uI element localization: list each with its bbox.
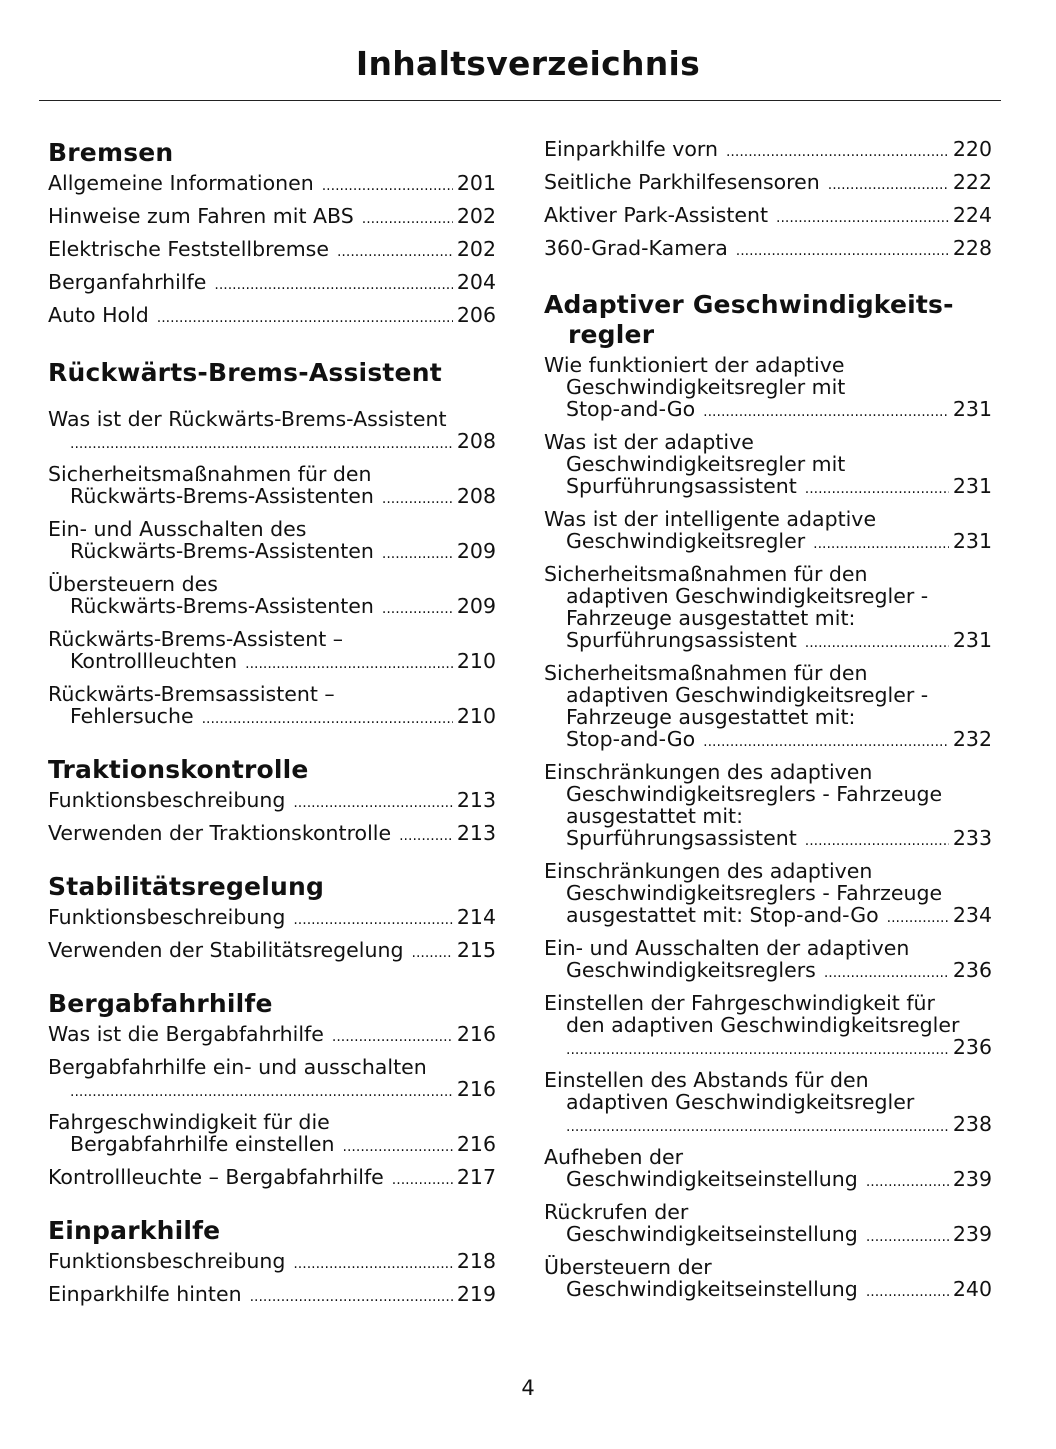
leader-dots bbox=[293, 792, 453, 814]
toc-page-number: 219 bbox=[456, 1282, 496, 1306]
toc-entry-text: Was ist der intelligente adaptive bbox=[544, 507, 877, 531]
page-title: Inhaltsverzeichnis bbox=[355, 44, 701, 83]
toc-page-number: 201 bbox=[456, 171, 496, 195]
toc-entry-last-line bbox=[544, 1036, 992, 1061]
leader-dots bbox=[214, 274, 452, 296]
toc-entry-text: Übersteuern des bbox=[48, 572, 218, 596]
toc-entry-text: Was ist der adaptive bbox=[544, 430, 754, 454]
toc-entry-text: Kontrollleuchte – Bergabfahrhilfe bbox=[48, 1165, 384, 1189]
toc-entry-last-line bbox=[544, 959, 992, 984]
toc-entry[interactable] bbox=[48, 408, 496, 455]
toc-entry-text: Geschwindigkeitseinstellung bbox=[566, 1222, 858, 1246]
toc-entry-last-line bbox=[48, 430, 496, 455]
toc-page-number: 204 bbox=[456, 270, 496, 294]
toc-entry[interactable] bbox=[48, 1023, 496, 1048]
toc-entry-last-line bbox=[544, 629, 992, 654]
toc-entry-last-line bbox=[544, 1223, 992, 1248]
toc-entry-text: ausgestattet mit: bbox=[566, 804, 743, 828]
toc-entry-text: Übersteuern der bbox=[544, 1255, 712, 1279]
section-heading bbox=[48, 989, 496, 1019]
toc-entry-last-line bbox=[544, 530, 992, 555]
toc-page-number: 239 bbox=[952, 1222, 992, 1246]
toc-entry[interactable] bbox=[48, 518, 496, 565]
toc-entry-text: Rückwärts-Brems-Assistenten bbox=[70, 594, 374, 618]
leader-dots bbox=[70, 433, 453, 455]
toc-entry-last-line bbox=[48, 1133, 496, 1158]
toc-entry[interactable] bbox=[544, 1256, 992, 1303]
toc-entry[interactable] bbox=[48, 238, 496, 263]
leader-dots bbox=[157, 307, 453, 329]
toc-entry-text: Geschwindigkeitsregler mit bbox=[566, 452, 846, 476]
toc-page-number: 213 bbox=[456, 788, 496, 812]
toc-entry[interactable] bbox=[48, 1283, 496, 1308]
toc-entry-last-line bbox=[48, 595, 496, 620]
toc-entry-text: Fahrgeschwindigkeit für die bbox=[48, 1110, 330, 1134]
toc-entry-last-line bbox=[48, 1166, 496, 1191]
toc-page-number: 234 bbox=[952, 903, 992, 927]
toc-entry-text: adaptiven Geschwindigkeitsregler - bbox=[566, 584, 929, 608]
toc-entry-text: Bergabfahrhilfe einstellen bbox=[70, 1132, 335, 1156]
toc-entry-last-line bbox=[48, 172, 496, 197]
toc-page-number: 222 bbox=[952, 170, 992, 194]
toc-page-number: 208 bbox=[456, 484, 496, 508]
toc-entry-text: Spurführungsassistent bbox=[566, 826, 797, 850]
toc-page-number: 228 bbox=[952, 236, 992, 260]
toc-entry-text: Geschwindigkeitsreglers - Fahrzeuge bbox=[566, 782, 943, 806]
toc-entry-last-line bbox=[544, 827, 992, 852]
leader-dots bbox=[805, 830, 949, 852]
toc-page-number: 232 bbox=[952, 727, 992, 751]
toc-entry-text: Geschwindigkeitseinstellung bbox=[566, 1167, 858, 1191]
toc-section bbox=[48, 138, 496, 329]
section-heading-line: Rückwärts-Brems-Assistent bbox=[48, 358, 442, 387]
toc-entry[interactable] bbox=[544, 563, 992, 654]
toc-entry-text: Fahrzeuge ausgestattet mit: bbox=[566, 606, 856, 630]
leader-dots bbox=[824, 962, 949, 984]
toc-entry-text: Aufheben der bbox=[544, 1145, 684, 1169]
toc-entry-text: Sicherheitsmaßnahmen für den bbox=[544, 562, 868, 586]
toc-entry[interactable] bbox=[544, 1069, 992, 1138]
section-heading bbox=[48, 755, 496, 785]
toc-entry[interactable] bbox=[48, 789, 496, 814]
section-heading bbox=[48, 1216, 496, 1246]
toc-entry[interactable] bbox=[48, 271, 496, 296]
title-divider bbox=[39, 100, 1001, 101]
toc-entry[interactable] bbox=[544, 937, 992, 984]
toc-page-number: 236 bbox=[952, 958, 992, 982]
toc-page-number: 239 bbox=[952, 1167, 992, 1191]
toc-section bbox=[48, 989, 496, 1191]
toc-entry-text: 360-Grad-Kamera bbox=[544, 236, 728, 260]
toc-entry-last-line bbox=[48, 1078, 496, 1103]
toc-section bbox=[48, 1216, 496, 1308]
toc-page-number: 216 bbox=[456, 1077, 496, 1101]
toc-entry-text: Hinweise zum Fahren mit ABS bbox=[48, 204, 354, 228]
toc-entry-text: Stop-and-Go bbox=[566, 727, 696, 751]
toc-entry-text: Bergabfahrhilfe ein- und ausschalten bbox=[48, 1055, 427, 1079]
toc-page-number: 210 bbox=[456, 704, 496, 728]
toc-entry-text: Kontrollleuchten bbox=[70, 649, 238, 673]
toc-page-number: 217 bbox=[456, 1165, 496, 1189]
leader-dots bbox=[866, 1281, 949, 1303]
toc-entry-last-line bbox=[544, 1113, 992, 1138]
toc-entry-text: Verwenden der Stabilitätsregelung bbox=[48, 938, 404, 962]
toc-entry-text: Funktionsbeschreibung bbox=[48, 905, 286, 929]
toc-entry-last-line bbox=[48, 540, 496, 565]
toc-entry[interactable] bbox=[544, 237, 992, 262]
toc-entry-text: Rückrufen der bbox=[544, 1200, 689, 1224]
leader-dots bbox=[726, 141, 949, 163]
leader-dots bbox=[202, 708, 453, 730]
leader-dots bbox=[382, 598, 453, 620]
toc-entry-text: Einstellen der Fahrgeschwindigkeit für bbox=[544, 991, 935, 1015]
toc-entry-text: Geschwindigkeitsreglers bbox=[566, 958, 816, 982]
leader-dots bbox=[362, 208, 453, 230]
toc-entry-text: Geschwindigkeitseinstellung bbox=[566, 1277, 858, 1301]
section-heading-line: regler bbox=[568, 320, 655, 349]
toc-entry-text: Rückwärts-Brems-Assistent – bbox=[48, 627, 344, 651]
toc-section bbox=[48, 755, 496, 847]
toc-entry-text: Elektrische Feststellbremse bbox=[48, 237, 329, 261]
toc-page-number: 224 bbox=[952, 203, 992, 227]
toc-entry-last-line bbox=[48, 205, 496, 230]
section-heading bbox=[48, 872, 496, 902]
toc-entry-last-line bbox=[48, 1023, 496, 1048]
toc-entry[interactable] bbox=[48, 1056, 496, 1103]
toc-entry-last-line bbox=[48, 650, 496, 675]
leader-dots bbox=[343, 1136, 453, 1158]
toc-page-number: 231 bbox=[952, 397, 992, 421]
toc-entry[interactable] bbox=[48, 172, 496, 197]
toc-entry-text: Spurführungsassistent bbox=[566, 474, 797, 498]
toc-entry-text: Fehlersuche bbox=[70, 704, 194, 728]
toc-entry[interactable] bbox=[48, 205, 496, 230]
toc-entry[interactable] bbox=[544, 1146, 992, 1193]
toc-page-number: 216 bbox=[456, 1132, 496, 1156]
toc-entry-text: Einstellen des Abstands für den bbox=[544, 1068, 869, 1092]
toc-entry-text: Rückwärts-Bremsassistent – bbox=[48, 682, 335, 706]
toc-page-number: 231 bbox=[952, 474, 992, 498]
toc-section bbox=[48, 872, 496, 964]
leader-dots bbox=[399, 825, 453, 847]
toc-entry-text: Fahrzeuge ausgestattet mit: bbox=[566, 705, 856, 729]
toc-entry[interactable] bbox=[48, 906, 496, 931]
leader-dots bbox=[250, 1286, 453, 1308]
toc-entry-last-line bbox=[544, 171, 992, 196]
toc-entry-last-line bbox=[48, 705, 496, 730]
toc-entry-text: Funktionsbeschreibung bbox=[48, 788, 286, 812]
toc-page-number: 218 bbox=[456, 1249, 496, 1273]
toc-entry-text: den adaptiven Geschwindigkeitsregler bbox=[566, 1013, 960, 1037]
toc-entry[interactable] bbox=[544, 860, 992, 929]
toc-entry-text: ausgestattet mit: Stop-and-Go bbox=[566, 903, 879, 927]
toc-entry[interactable] bbox=[48, 1166, 496, 1191]
toc-section bbox=[544, 138, 992, 262]
toc-right-column bbox=[544, 138, 992, 1303]
toc-entry-text: Was ist der Rückwärts-Brems-Assistent bbox=[48, 407, 447, 431]
toc-entry-last-line bbox=[544, 204, 992, 229]
leader-dots bbox=[566, 1116, 949, 1138]
section-heading-line: Adaptiver Geschwindigkeits- bbox=[544, 290, 954, 319]
toc-entry-text: Auto Hold bbox=[48, 303, 149, 327]
toc-entry[interactable] bbox=[544, 171, 992, 196]
toc-page-number: 209 bbox=[456, 539, 496, 563]
leader-dots bbox=[703, 401, 949, 423]
toc-page-number: 206 bbox=[456, 303, 496, 327]
toc-entry-text: Ein- und Ausschalten des bbox=[48, 517, 307, 541]
toc-entry-text: Einschränkungen des adaptiven bbox=[544, 760, 873, 784]
toc-entry-text: Aktiver Park-Assistent bbox=[544, 203, 769, 227]
toc-entry[interactable] bbox=[544, 354, 992, 423]
toc-entry[interactable] bbox=[544, 204, 992, 229]
toc-page-number: 213 bbox=[456, 821, 496, 845]
leader-dots bbox=[828, 174, 949, 196]
toc-entry[interactable] bbox=[544, 1201, 992, 1248]
toc-entry-last-line bbox=[48, 271, 496, 296]
section-heading-line: Stabilitätsregelung bbox=[48, 872, 325, 901]
leader-dots bbox=[736, 240, 949, 262]
toc-entry[interactable] bbox=[48, 573, 496, 620]
toc-page-number: 231 bbox=[952, 529, 992, 553]
toc-entry-text: Einparkhilfe hinten bbox=[48, 1282, 242, 1306]
toc-entry-text: Geschwindigkeitsregler bbox=[566, 529, 806, 553]
toc-entry[interactable] bbox=[48, 1250, 496, 1275]
toc-entry-last-line bbox=[48, 1250, 496, 1275]
toc-entry[interactable] bbox=[544, 761, 992, 852]
leader-dots bbox=[293, 1253, 453, 1275]
toc-entry-text: Rückwärts-Brems-Assistenten bbox=[70, 539, 374, 563]
toc-entry[interactable] bbox=[544, 992, 992, 1061]
toc-entry-text: Seitliche Parkhilfesensoren bbox=[544, 170, 820, 194]
leader-dots bbox=[887, 907, 949, 929]
leader-dots bbox=[776, 207, 949, 229]
toc-entry-last-line bbox=[544, 728, 992, 753]
section-heading bbox=[544, 290, 992, 350]
toc-entry-text: Sicherheitsmaßnahmen für den bbox=[544, 661, 868, 685]
toc-page-number: 215 bbox=[456, 938, 496, 962]
toc-entry-text: Sicherheitsmaßnahmen für den bbox=[48, 462, 372, 486]
leader-dots bbox=[392, 1169, 453, 1191]
toc-entry-text: Geschwindigkeitsregler mit bbox=[566, 375, 846, 399]
toc-entry-last-line bbox=[48, 485, 496, 510]
section-heading bbox=[48, 358, 496, 388]
toc-entry-text: adaptiven Geschwindigkeitsregler - bbox=[566, 683, 929, 707]
toc-entry-text: Stop-and-Go bbox=[566, 397, 696, 421]
toc-page-number: 210 bbox=[456, 649, 496, 673]
toc-entry[interactable] bbox=[48, 1111, 496, 1158]
section-heading bbox=[48, 138, 496, 168]
toc-entry[interactable] bbox=[544, 431, 992, 500]
leader-dots bbox=[805, 478, 949, 500]
leader-dots bbox=[412, 942, 453, 964]
toc-entry-text: Einschränkungen des adaptiven bbox=[544, 859, 873, 883]
toc-page-number: 220 bbox=[952, 137, 992, 161]
toc-entry-text: Berganfahrhilfe bbox=[48, 270, 207, 294]
leader-dots bbox=[866, 1171, 949, 1193]
toc-entry-last-line bbox=[544, 237, 992, 262]
toc-entry-last-line bbox=[544, 1168, 992, 1193]
leader-dots bbox=[382, 543, 453, 565]
leader-dots bbox=[805, 632, 949, 654]
toc-page-number: 209 bbox=[456, 594, 496, 618]
section-heading-line: Einparkhilfe bbox=[48, 1216, 221, 1245]
leader-dots bbox=[703, 731, 949, 753]
toc-page-number: 231 bbox=[952, 628, 992, 652]
toc-entry-text: Verwenden der Traktionskontrolle bbox=[48, 821, 392, 845]
toc-entry[interactable] bbox=[544, 662, 992, 753]
toc-entry-last-line bbox=[48, 238, 496, 263]
toc-entry-last-line bbox=[48, 1283, 496, 1308]
toc-section bbox=[544, 290, 992, 1303]
toc-entry-last-line bbox=[544, 398, 992, 423]
toc-entry[interactable] bbox=[48, 463, 496, 510]
toc-entry[interactable] bbox=[544, 138, 992, 163]
toc-entry-text: Spurführungsassistent bbox=[566, 628, 797, 652]
leader-dots bbox=[866, 1226, 949, 1248]
leader-dots bbox=[70, 1081, 453, 1103]
toc-page-number: 233 bbox=[952, 826, 992, 850]
toc-entry-text: adaptiven Geschwindigkeitsregler bbox=[566, 1090, 915, 1114]
toc-entry[interactable] bbox=[48, 628, 496, 675]
leader-dots bbox=[245, 653, 453, 675]
leader-dots bbox=[293, 909, 453, 931]
toc-entry-text: Ein- und Ausschalten der adaptiven bbox=[544, 936, 910, 960]
toc-page-number: 202 bbox=[456, 237, 496, 261]
toc-entry-last-line bbox=[544, 475, 992, 500]
toc-section bbox=[48, 358, 496, 730]
leader-dots bbox=[337, 241, 453, 263]
toc-entry-last-line bbox=[48, 939, 496, 964]
toc-entry-text: Geschwindigkeitsreglers - Fahrzeuge bbox=[566, 881, 943, 905]
toc-entry[interactable] bbox=[48, 939, 496, 964]
toc-page-number: 208 bbox=[456, 429, 496, 453]
toc-page-number: 214 bbox=[456, 905, 496, 929]
section-heading-line: Traktionskontrolle bbox=[48, 755, 309, 784]
leader-dots bbox=[332, 1026, 453, 1048]
toc-entry[interactable] bbox=[48, 683, 496, 730]
toc-entry-last-line bbox=[48, 822, 496, 847]
section-heading-line: Bremsen bbox=[48, 138, 174, 167]
leader-dots bbox=[382, 488, 453, 510]
toc-entry[interactable] bbox=[48, 822, 496, 847]
leader-dots bbox=[813, 533, 949, 555]
toc-page-number: 216 bbox=[456, 1022, 496, 1046]
toc-entry-last-line bbox=[544, 138, 992, 163]
toc-page-number: 236 bbox=[952, 1035, 992, 1059]
toc-entry-last-line bbox=[544, 1278, 992, 1303]
toc-left-column bbox=[48, 138, 496, 1308]
toc-entry-text: Einparkhilfe vorn bbox=[544, 137, 718, 161]
toc-entry-last-line bbox=[544, 904, 992, 929]
toc-entry-last-line bbox=[48, 906, 496, 931]
toc-entry-text: Wie funktioniert der adaptive bbox=[544, 353, 845, 377]
page-number: 4 bbox=[521, 1376, 535, 1400]
toc-entry-last-line bbox=[48, 789, 496, 814]
section-heading-line: Bergabfahrhilfe bbox=[48, 989, 273, 1018]
leader-dots bbox=[322, 175, 453, 197]
leader-dots bbox=[566, 1039, 949, 1061]
toc-page-number: 240 bbox=[952, 1277, 992, 1301]
toc-entry-text: Funktionsbeschreibung bbox=[48, 1249, 286, 1273]
toc-page-number: 202 bbox=[456, 204, 496, 228]
toc-entry-text: Rückwärts-Brems-Assistenten bbox=[70, 484, 374, 508]
toc-page-number: 238 bbox=[952, 1112, 992, 1136]
toc-entry[interactable] bbox=[544, 508, 992, 555]
toc-entry-last-line bbox=[48, 304, 496, 329]
toc-entry[interactable] bbox=[48, 304, 496, 329]
toc-entry-text: Was ist die Bergabfahrhilfe bbox=[48, 1022, 324, 1046]
toc-entry-text: Allgemeine Informationen bbox=[48, 171, 314, 195]
